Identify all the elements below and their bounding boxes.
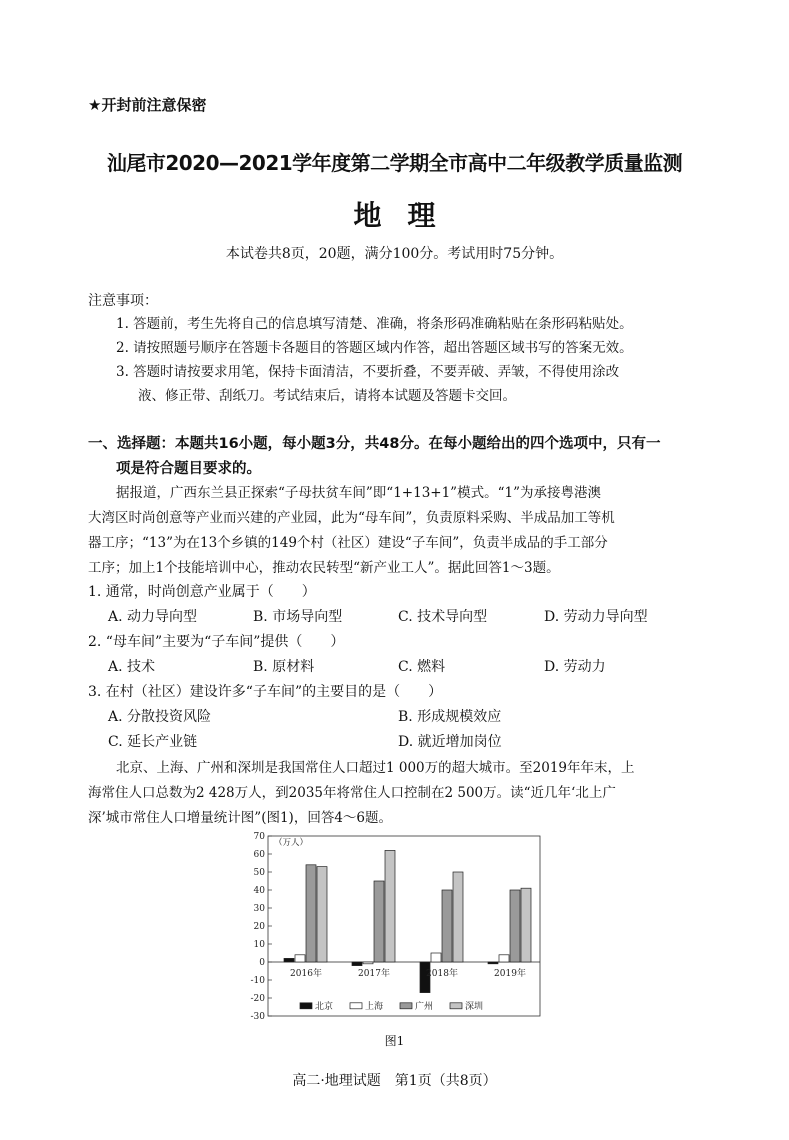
page-footer: 高二·地理试题 第1页（共8页）	[292, 1073, 497, 1089]
option-a: A. 技术	[108, 659, 156, 675]
legend-swatch	[450, 1003, 462, 1009]
bar-广州	[306, 865, 316, 962]
note-item: 3. 答题时请按要求用笔，保持卡面清洁，不要折叠，不要弄破、弄皱，不得使用涂改	[116, 364, 620, 380]
bar-深圳	[453, 872, 463, 962]
bar-深圳	[385, 850, 395, 962]
legend-label: 北京	[315, 1001, 334, 1012]
passage-line: 北京、上海、广州和深圳是我国常住人口超过1 000万的超大城市。至2019年年末，上	[116, 760, 635, 776]
passage-2	[88, 756, 708, 831]
bar-上海	[431, 953, 441, 962]
bar-上海	[295, 955, 305, 962]
y-tick-label: -20	[250, 994, 265, 1004]
passage-line: 深’城市常住人口增量统计图”(图1)，回答4～6题。	[88, 810, 392, 826]
legend-swatch	[300, 1003, 312, 1009]
passage-line: 工序；加上1个技能培训中心，推动农民转型“新产业工人”。据此回答1～3题。	[88, 560, 560, 576]
bar-广州	[442, 890, 452, 962]
y-tick-label: 10	[253, 940, 265, 950]
x-tick-label: 2016年	[290, 969, 322, 979]
y-axis-unit: （万人）	[274, 838, 309, 848]
passage-line: 据报道，广西东兰县正探索“子母扶贫车间”即“1+13+1”模式。“1”为承接粤港澳	[116, 485, 601, 501]
y-tick-label: 70	[253, 832, 265, 842]
y-tick-label: -30	[250, 1012, 265, 1022]
option-c: C. 燃料	[398, 659, 446, 675]
section-heading	[88, 432, 708, 482]
y-tick-label: 30	[253, 904, 265, 914]
bar-北京	[284, 958, 294, 962]
note-item: 1. 答题前，考生先将自己的信息填写清楚、准确，将条形码准确粘贴在条形码粘贴处。	[116, 316, 633, 332]
bar-深圳	[521, 888, 531, 962]
option-b: B. 市场导向型	[253, 609, 343, 625]
y-tick-label: 50	[253, 868, 265, 878]
y-tick-label: 20	[253, 922, 265, 932]
option-a: A. 分散投资风险	[108, 709, 212, 725]
note-item: 液、修正带、刮纸刀。考试结束后，请将本试题及答题卡交回。	[138, 388, 516, 404]
legend-label: 上海	[365, 1001, 384, 1012]
figure-caption: 图1	[384, 1034, 405, 1048]
option-b: B. 形成规模效应	[398, 709, 502, 725]
option-c: C. 技术导向型	[398, 609, 488, 625]
option-b: B. 原材料	[253, 659, 315, 675]
confidential-note: ★开封前注意保密	[88, 96, 207, 114]
bar-上海	[363, 962, 373, 964]
y-tick-label: 40	[253, 886, 265, 896]
passage-line: 大湾区时尚创意等产业而兴建的产业园，此为“母车间”，负责原料采购、半成品加工等机	[88, 510, 615, 526]
bar-上海	[499, 955, 509, 962]
y-tick-label: 60	[253, 850, 265, 860]
option-a: A. 动力导向型	[108, 609, 198, 625]
option-d: D. 劳动力	[544, 659, 606, 675]
passage-line: 器工序；“13”为在13个乡镇的149个村（社区）建设“子车间”，负责半成品的手工部分	[88, 535, 608, 551]
bar-北京	[488, 962, 498, 964]
section-heading-line: 项是符合题目要求的。	[116, 461, 261, 477]
passage-1	[88, 481, 708, 581]
exam-intro: 本试卷共8页，20题，满分100分。考试用时75分钟。	[225, 246, 564, 262]
bar-广州	[510, 890, 520, 962]
legend-label: 广州	[415, 1001, 434, 1012]
subject-title: 地理	[353, 199, 462, 232]
legend-swatch	[350, 1003, 362, 1009]
bar-北京	[352, 962, 362, 966]
legend-label: 深圳	[465, 1001, 484, 1012]
y-tick-label: -10	[250, 976, 265, 986]
exam-title: 汕尾市2020—2021学年度第二学期全市高中二年级教学质量监测	[106, 151, 683, 175]
option-d: D. 就近增加岗位	[398, 734, 502, 750]
section-heading-line: 一、选择题：本题共16小题，每小题3分，共48分。在每小题给出的四个选项中，只有一	[88, 436, 661, 452]
question-stem: 3. 在村（社区）建设许多“子车间”的主要目的是（ ）	[88, 684, 443, 700]
bar-深圳	[317, 867, 327, 962]
bar-广州	[374, 881, 384, 962]
note-item: 2. 请按照题号顺序在答题卡各题目的答题区域内作答，超出答题区域书写的答案无效。	[116, 340, 633, 356]
question-stem: 1. 通常，时尚创意产业属于（ ）	[88, 584, 316, 600]
notes-title: 注意事项：	[88, 293, 158, 309]
option-c: C. 延长产业链	[108, 734, 198, 750]
population-increase-chart	[230, 828, 560, 1023]
x-tick-label: 2019年	[494, 969, 526, 979]
option-d: D. 劳动力导向型	[544, 609, 648, 625]
x-tick-label: 2017年	[358, 969, 390, 979]
question-stem: 2. “母车间”主要为“子车间”提供（ ）	[88, 634, 345, 650]
x-tick-label: 2018年	[426, 969, 458, 979]
y-tick-label: 0	[259, 958, 265, 968]
passage-line: 海常住人口总数为2 428万人，到2035年将常住人口控制在2 500万。读“近几年‘北上广	[88, 785, 616, 801]
legend-swatch	[400, 1003, 412, 1009]
